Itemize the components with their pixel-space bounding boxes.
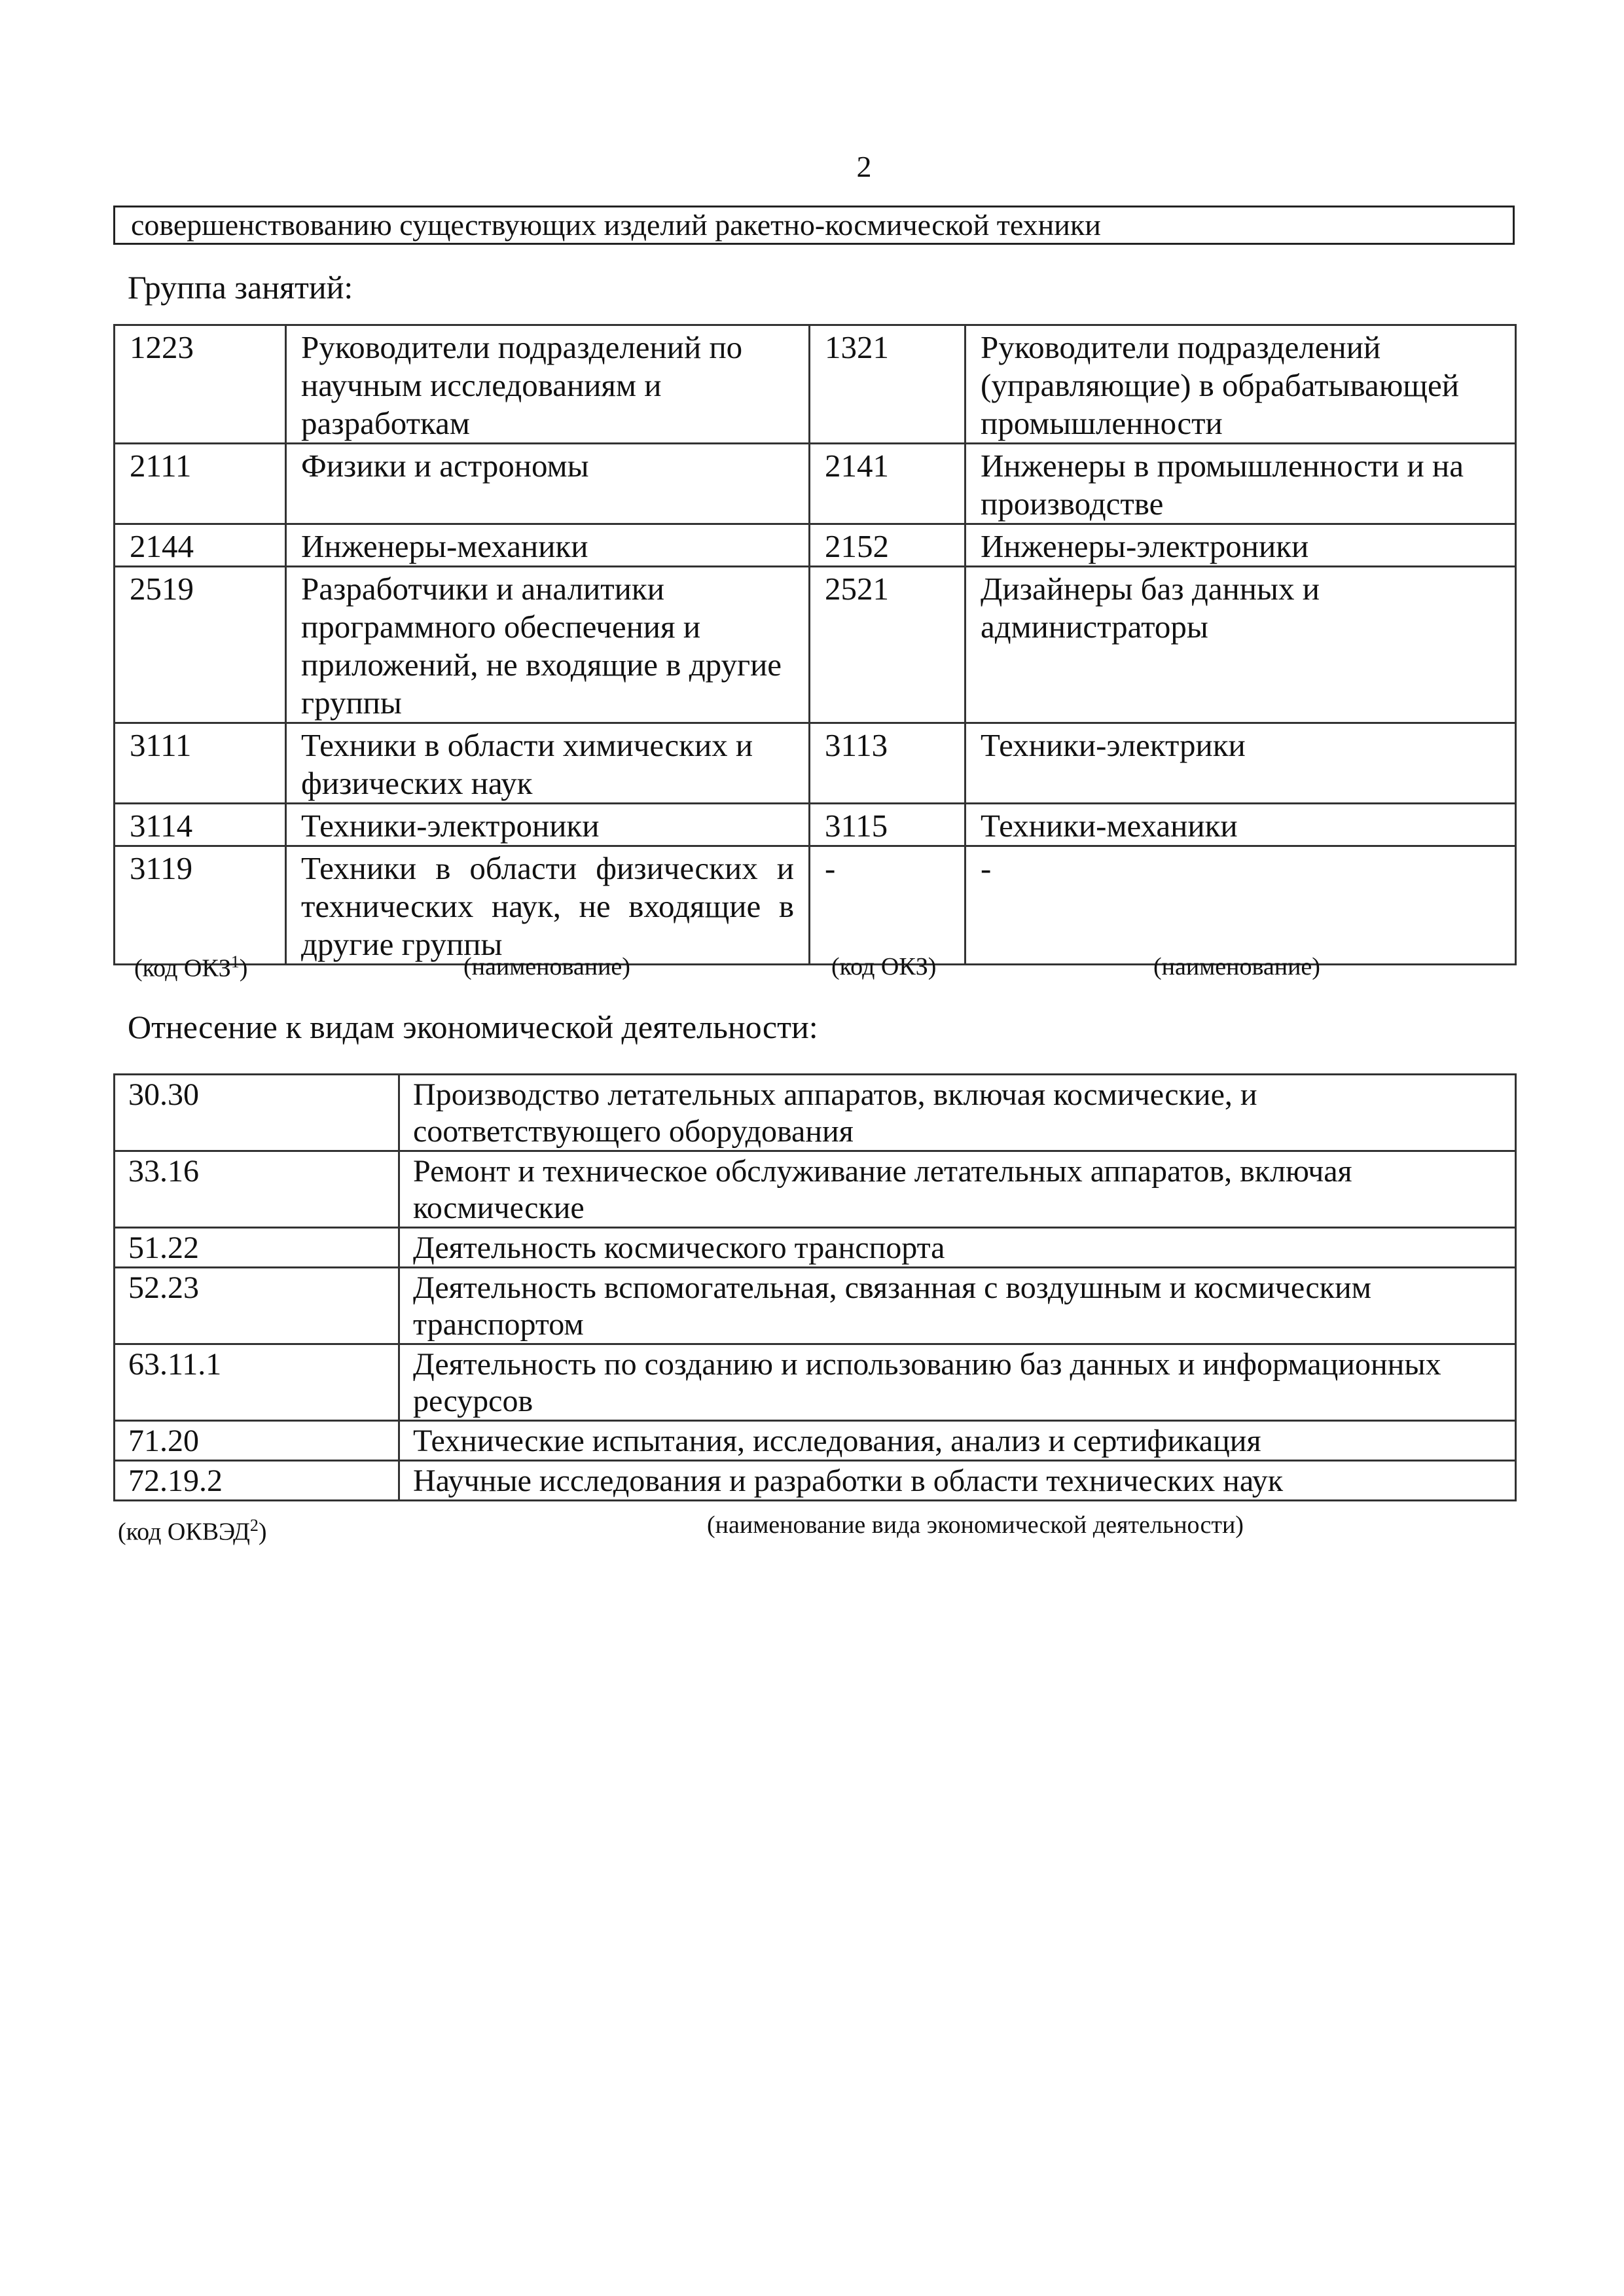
table-row: [115, 1151, 1516, 1228]
occupations-heading: Группа занятий:: [128, 269, 353, 306]
caption-code-okz-1: (код ОКЗ$^1$): [134, 952, 248, 982]
caption-code-okved: (код ОКВЭД$^2$): [118, 1516, 267, 1546]
table-row: [115, 1228, 1516, 1268]
okz-code-cell: 1223: [115, 325, 286, 444]
okz-code-cell: -: [810, 846, 965, 965]
okz-code-cell: 2519: [115, 567, 286, 723]
table-row: [115, 567, 1516, 723]
activity-name-cell: Технические испытания, исследования, анализ и сертификация: [399, 1421, 1516, 1461]
table-row: [115, 325, 1516, 444]
occupation-name-cell: Техники в области химических и физических наук: [286, 723, 810, 804]
occupation-name-cell: Техники в области физических и технических наук, не входящие в другие группы: [286, 846, 810, 965]
page-number: 2: [856, 150, 872, 183]
table-row: [115, 1344, 1516, 1421]
activity-name-cell: Деятельность вспомогательная, связанная с воздушным и космическим транспортом: [399, 1268, 1516, 1344]
activity-name-cell: Научные исследования и разработки в области технических наук: [399, 1461, 1516, 1501]
okz-code-cell: 2141: [810, 444, 965, 524]
table-row: [115, 1075, 1516, 1151]
okz-code-cell: 2111: [115, 444, 286, 524]
activities-table: [113, 1073, 1517, 1501]
table-row: [115, 524, 1516, 567]
okved-code-cell: 72.19.2: [115, 1461, 399, 1501]
activity-name-cell: Деятельность по созданию и использованию баз данных и информационных ресурсов: [399, 1344, 1516, 1421]
table-row: [115, 444, 1516, 524]
occupation-name-cell: Техники-электрики: [965, 723, 1516, 804]
okz-code-cell: 3119: [115, 846, 286, 965]
okz-code-cell: 3111: [115, 723, 286, 804]
okz-code-cell: 2521: [810, 567, 965, 723]
caption-activity-name: (наименование вида экономической деятельности): [707, 1511, 1244, 1539]
table-row: [115, 804, 1516, 846]
okz-code-cell: 3115: [810, 804, 965, 846]
caption-name-1: (наименование): [463, 953, 630, 980]
activity-name-cell: Производство летательных аппаратов, включая космические, и соответствующего оборудования: [399, 1075, 1516, 1151]
occupation-name-cell: -: [965, 846, 1516, 965]
okz-code-cell: 3113: [810, 723, 965, 804]
okved-code-cell: 52.23: [115, 1268, 399, 1344]
okz-code-cell: 2144: [115, 524, 286, 567]
table-row: [115, 1461, 1516, 1501]
occupation-name-cell: Техники-электроники: [286, 804, 810, 846]
okved-code-cell: 30.30: [115, 1075, 399, 1151]
okz-code-cell: 1321: [810, 325, 965, 444]
okved-code-cell: 71.20: [115, 1421, 399, 1461]
okz-code-cell: 3114: [115, 804, 286, 846]
occupation-name-cell: Руководители подразделений по научным исследованиям и разработкам: [286, 325, 810, 444]
activities-heading: Отнесение к видам экономической деятельности:: [128, 1009, 818, 1045]
occupation-name-cell: Техники-механики: [965, 804, 1516, 846]
activity-name-cell: Деятельность космического транспорта: [399, 1228, 1516, 1268]
occupation-name-cell: Разработчики и аналитики программного обеспечения и приложений, не входящие в другие группы: [286, 567, 810, 723]
caption-code-okz-2: (код ОКЗ): [831, 953, 937, 980]
occupation-name-cell: Дизайнеры баз данных и администраторы: [965, 567, 1516, 723]
continuation-text-box: совершенствованию существующих изделий ракетно-космической техники: [113, 206, 1515, 245]
occupations-table: [113, 324, 1517, 965]
occupation-name-cell: Инженеры-электроники: [965, 524, 1516, 567]
occupation-name-cell: Инженеры в промышленности и на производстве: [965, 444, 1516, 524]
table-row: [115, 723, 1516, 804]
activity-name-cell: Ремонт и техническое обслуживание летательных аппаратов, включая космические: [399, 1151, 1516, 1228]
table-row: [115, 1421, 1516, 1461]
occupation-name-cell: Физики и астрономы: [286, 444, 810, 524]
okved-code-cell: 63.11.1: [115, 1344, 399, 1421]
occupation-name-cell: Инженеры-механики: [286, 524, 810, 567]
okved-code-cell: 33.16: [115, 1151, 399, 1228]
okz-code-cell: 2152: [810, 524, 965, 567]
table-row: [115, 1268, 1516, 1344]
caption-name-2: (наименование): [1153, 953, 1320, 980]
footnote-marker: 1: [230, 952, 240, 971]
occupation-name-cell: Руководители подразделений (управляющие) в обрабатывающей промышленности: [965, 325, 1516, 444]
okved-code-cell: 51.22: [115, 1228, 399, 1268]
table-row: [115, 846, 1516, 965]
footnote-marker: 2: [249, 1516, 259, 1535]
